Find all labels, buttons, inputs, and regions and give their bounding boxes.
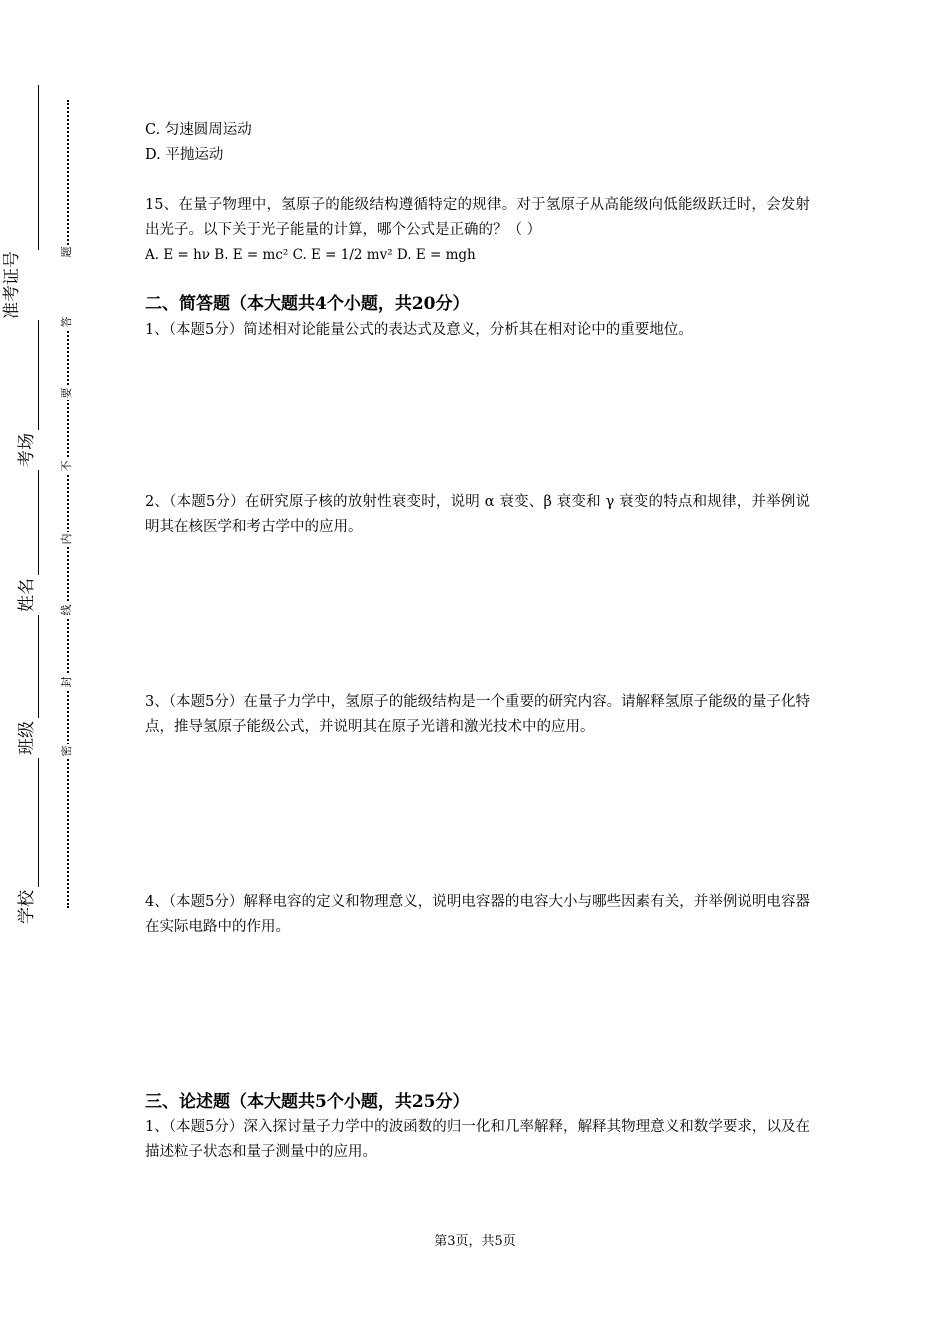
notice-char: 内 xyxy=(60,533,73,545)
field-label-name: 姓名 xyxy=(19,575,59,615)
section-title-short-answer: 二、简答题（本大题共4个小题，共20分） xyxy=(145,294,470,314)
question-15: 15、在量子物理中，氢原子的能级结构遵循特定的规律。对于氢原子从高能级向低能级跃迁时，会发射出光子。以下关于光子能量的计算，哪个公式是正确的？（ ） xyxy=(145,197,810,238)
field-label-exam-room: 考场 xyxy=(19,430,59,470)
question-15-options: A. E = hν B. E = mc² C. E = 1/2 mv² D. E = mgh xyxy=(145,247,476,263)
field-label-exam-id: 准考证号 xyxy=(4,250,74,320)
short-answer-question: 3、（本题5分）在量子力学中，氢原子的能级结构是一个重要的研究内容。请解释氢原子能级的量子化特点，推导氢原子能级公式，并说明其在原子光谱和激光技术中的应用。 xyxy=(145,694,810,735)
short-answer-question: 1、（本题5分）简述相对论能量公式的表达式及意义，分析其在相对论中的重要地位。 xyxy=(145,322,693,338)
notice-char: 题 xyxy=(60,246,73,258)
binding-line-solid xyxy=(38,85,39,925)
notice-char: 线 xyxy=(60,604,73,616)
essay-question: 1、（本题5分）深入探讨量子力学中的波函数的归一化和几率解释，解释其物理意义和数学要求，以及在描述粒子状态和量子测量中的应用。 xyxy=(145,1119,810,1160)
notice-char: 不 xyxy=(60,460,73,472)
short-answer-question: 2、（本题5分）在研究原子核的放射性衰变时，说明 α 衰变、β 衰变和 γ 衰变的特点和规律，并举例说明其在核医学和考古学中的应用。 xyxy=(145,494,810,535)
short-answer-question: 4、（本题5分）解释电容的定义和物理意义，说明电容器的电容大小与哪些因素有关，并举例说明电容器在实际电路中的作用。 xyxy=(145,894,810,935)
notice-char: 要 xyxy=(60,387,73,399)
option-d: D. 平抛运动 xyxy=(145,147,224,163)
page-number: 第3页，共5页 xyxy=(434,1234,516,1249)
notice-char: 答 xyxy=(60,316,73,328)
section-title-essay: 三、论述题（本大题共5个小题，共25分） xyxy=(145,1092,470,1112)
option-c: C. 匀速圆周运动 xyxy=(145,122,252,138)
binding-line-dotted xyxy=(67,100,69,908)
field-label-school: 学校 xyxy=(19,887,59,927)
notice-char: 密 xyxy=(60,745,73,757)
field-label-class: 班级 xyxy=(19,718,59,758)
notice-char: 封 xyxy=(60,676,73,688)
